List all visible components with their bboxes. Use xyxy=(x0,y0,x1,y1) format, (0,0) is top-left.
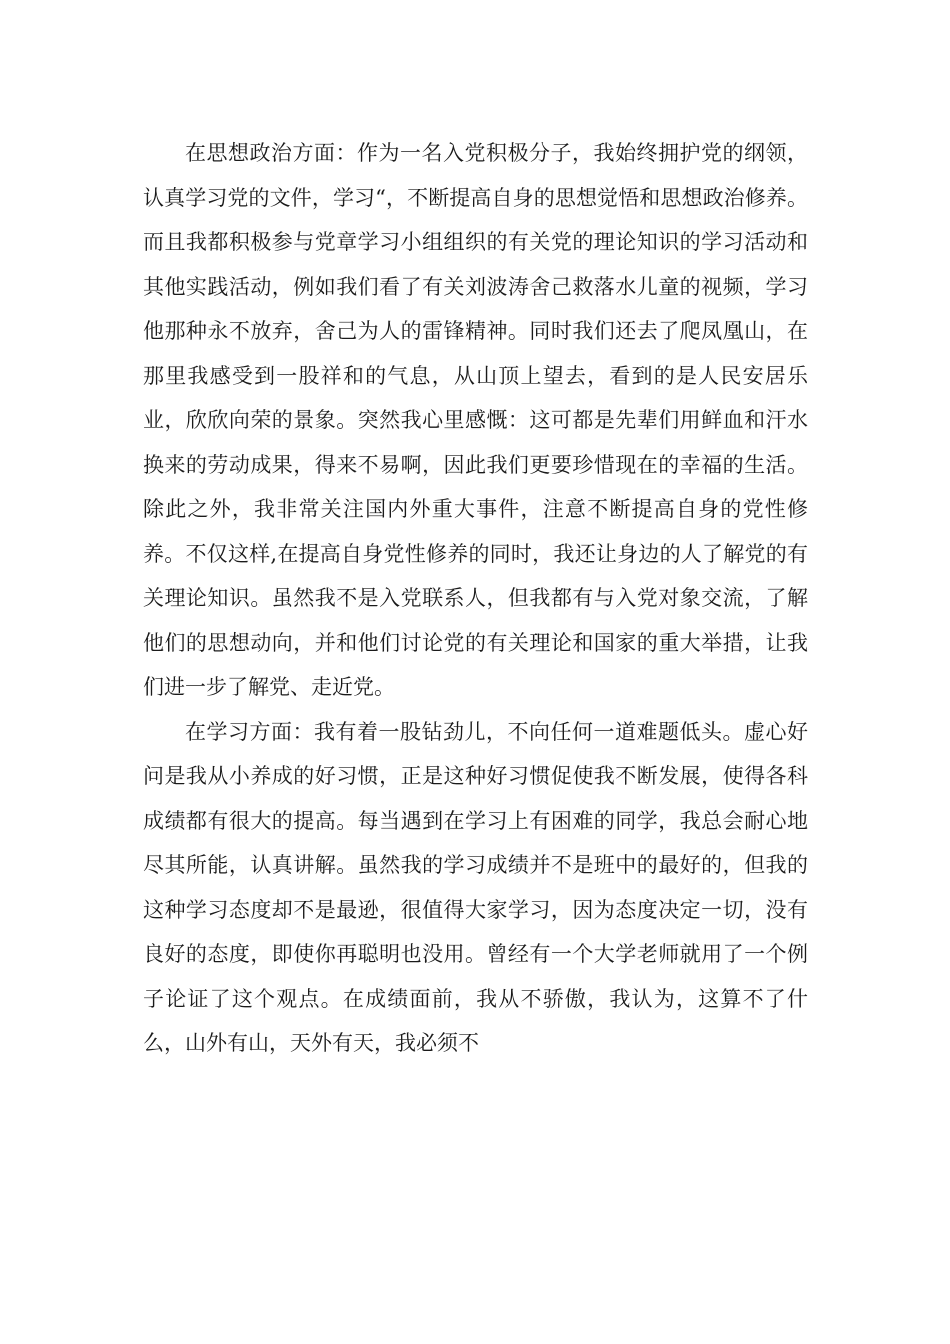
paragraph-political-thought: 在思想政治方面：作为一名入党积极分子，我始终拥护党的纲领，认真学习党的文件，学习“，不断提高自身的思想觉悟和思想政治修养。而且我都积极参与党章学习小组组织的有关党的理论知识的学习活动和其他实践活动，例如我们看了有关刘波涛舍己救落水儿童的视频，学习他那种永不放弃，舍己为人的雷锋精神。同时我们还去了爬凤凰山，在那里我感受到一股祥和的气息，从山顶上望去，看到的是人民安居乐业，欣欣向荣的景象。突然我心里感慨：这可都是先辈们用鲜血和汗水换来的劳动成果，得来不易啊，因此我们更要珍惜现在的幸福的生活。除此之外，我非常关注国内外重大事件，注意不断提高自身的党性修养。不仅这样,在提高自身党性修养的同时，我还让身边的人了解党的有关理论知识。虽然我不是入党联系人，但我都有与入党对象交流，了解他们的思想动向，并和他们讨论党的有关理论和国家的重大举措，让我们进一步了解党、走近党。 xyxy=(143,141,808,699)
document-body xyxy=(143,131,808,1066)
paragraph-study: 在学习方面：我有着一股钻劲儿，不向任何一道难题低头。虚心好问是我从小养成的好习惯，正是这种好习惯促使我不断发展，使得各科成绩都有很大的提高。每当遇到在学习上有困难的同学，我总会耐心地尽其所能，认真讲解。虽然我的学习成绩并不是班中的最好的，但我的这种学习态度却不是最逊，很值得大家学习，因为态度决定一切，没有良好的态度，即使你再聪明也没用。曾经有一个大学老师就用了一个例子论证了这个观点。在成绩面前，我从不骄傲，我认为，这算不了什么，山外有山，天外有天，我必须不 xyxy=(143,719,808,1055)
